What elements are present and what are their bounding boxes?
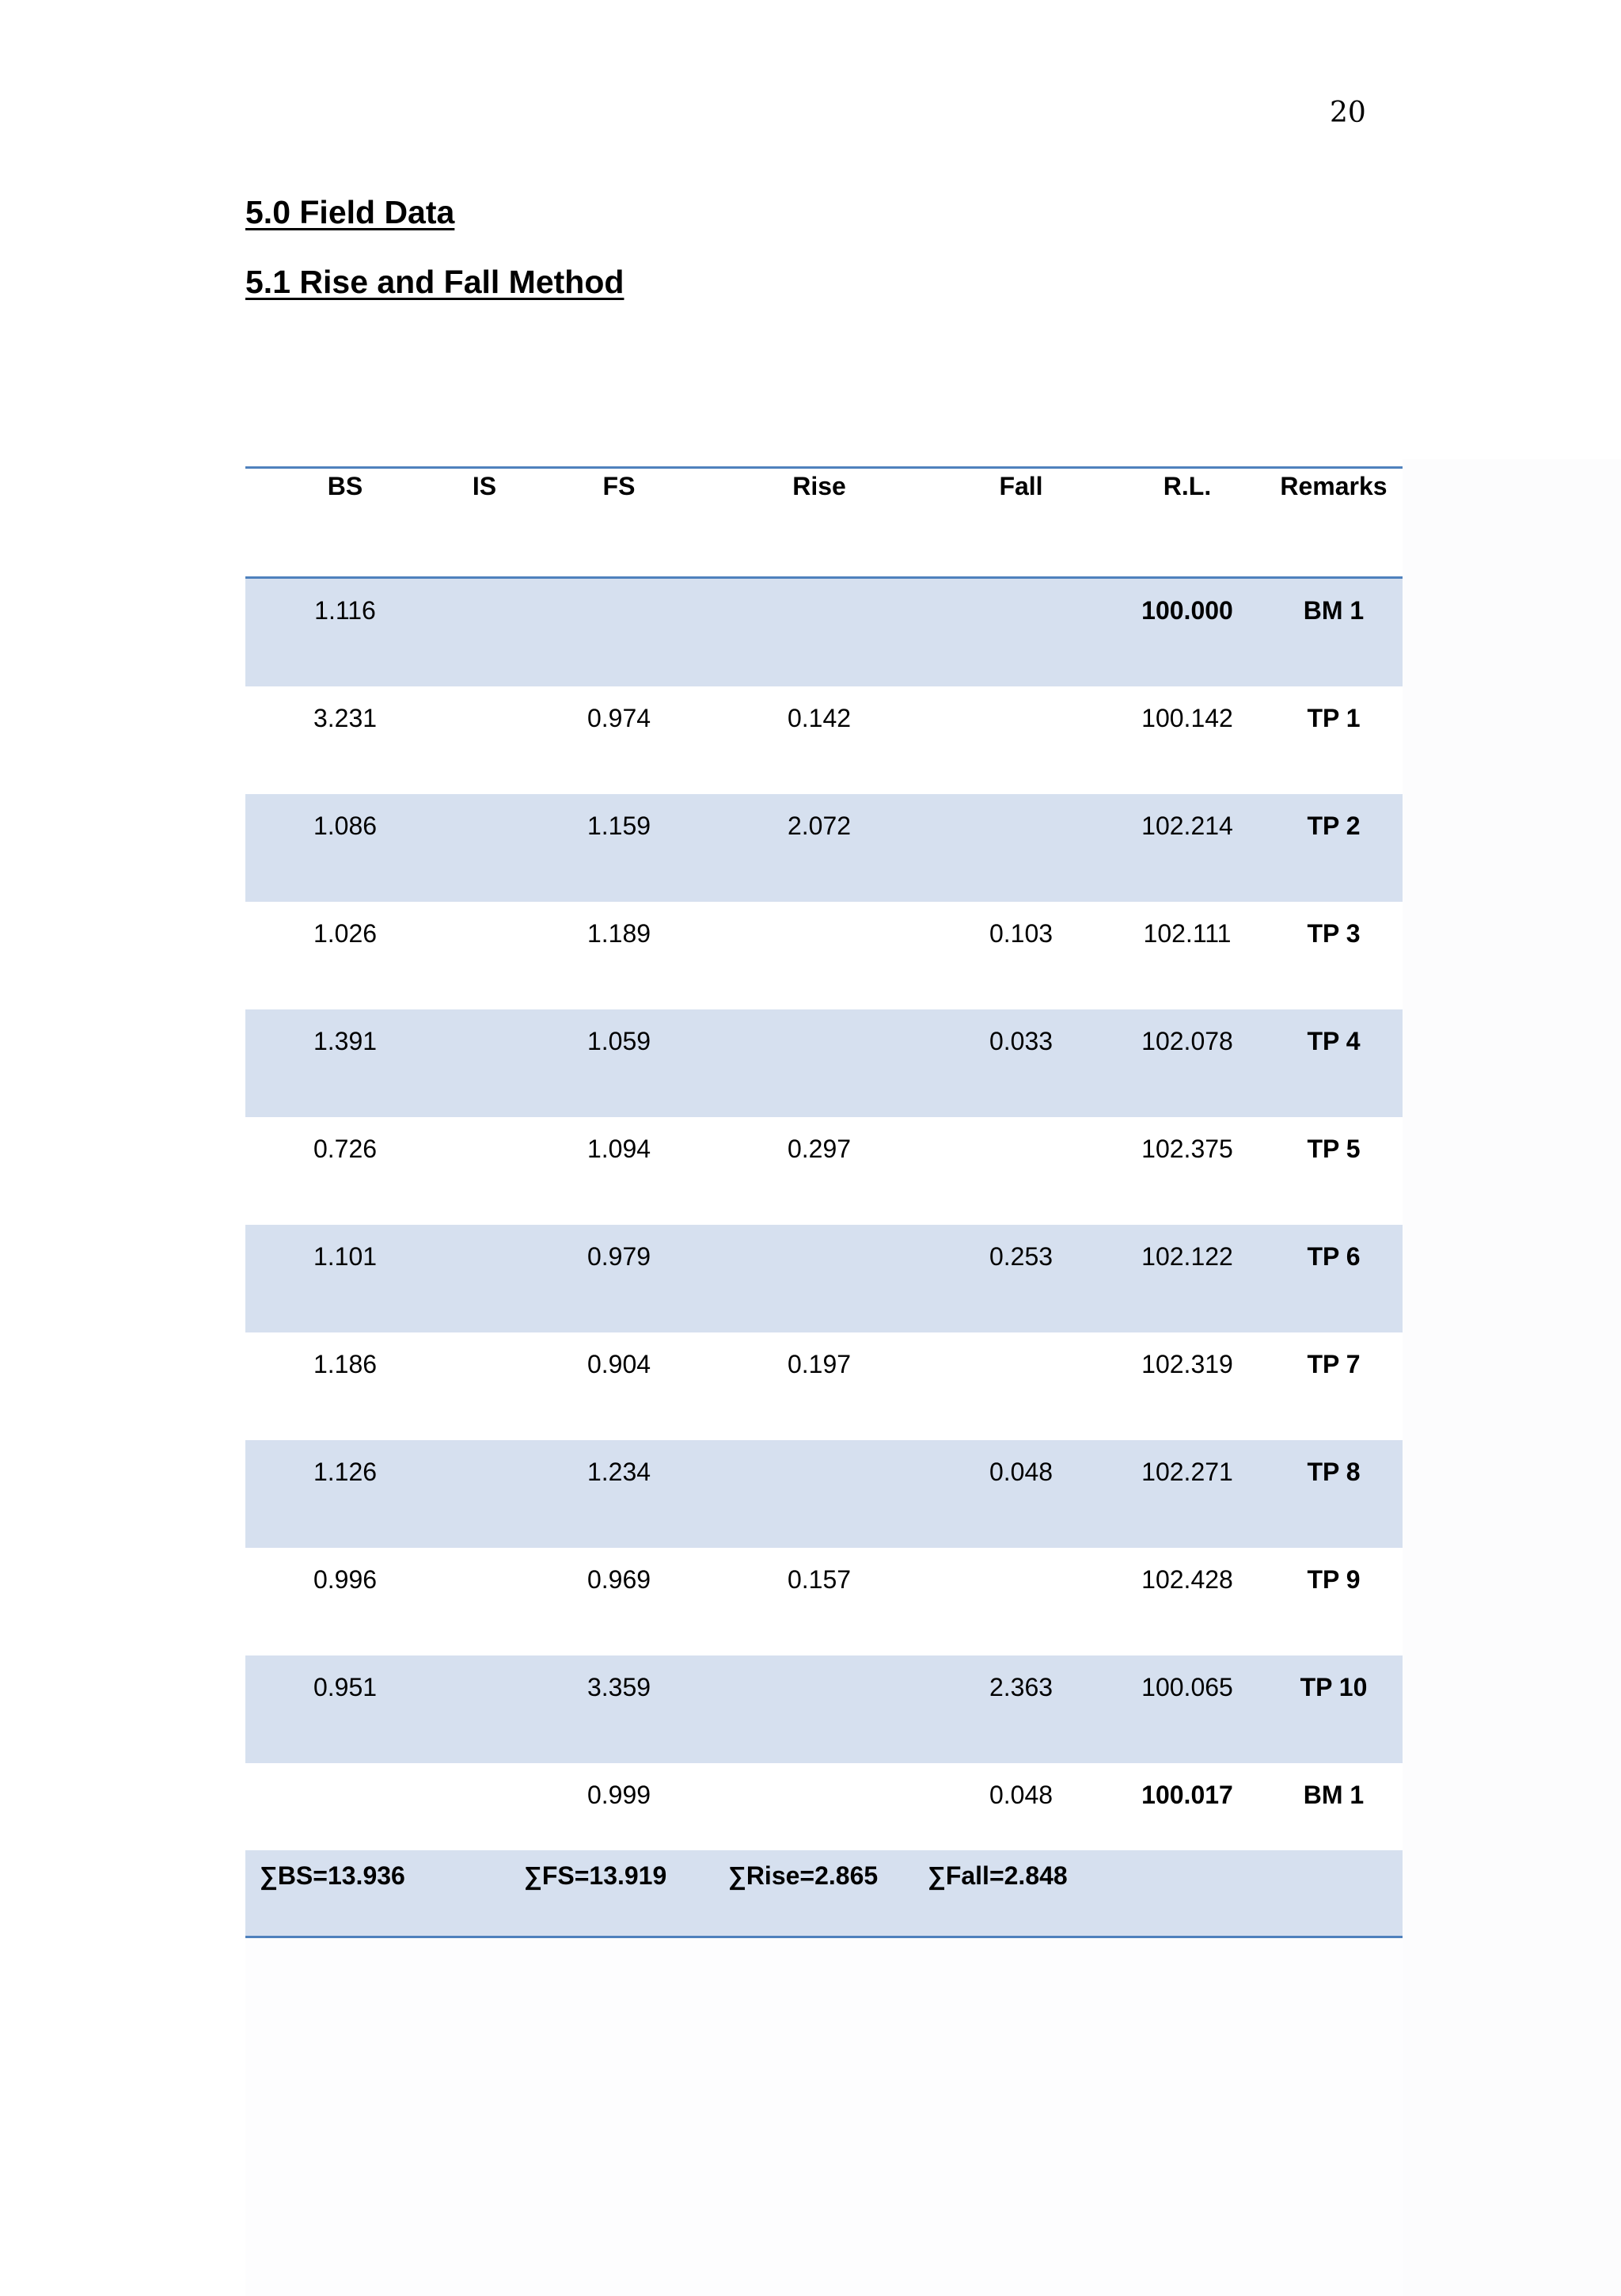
cell-rise: 2.072 [787,812,852,840]
cell-fs: 0.904 [587,1350,651,1378]
table-totals-row [245,1850,1403,1936]
cell-remarks: TP 9 [1307,1565,1361,1594]
cell-bs: 1.116 [314,596,376,625]
cell-fall: 0.048 [989,1781,1053,1809]
cell-rl: 102.078 [1141,1027,1233,1055]
cell-remarks: TP 10 [1300,1673,1368,1701]
cell-remarks: TP 7 [1307,1350,1361,1378]
cell-bs: 3.231 [313,704,378,732]
column-header-remarks: Remarks [1280,472,1388,500]
cell-remarks: TP 1 [1307,704,1361,732]
table-row [245,794,1403,902]
total-fs: ∑FS=13.919 [524,1861,667,1890]
cell-bs: 1.086 [313,812,378,840]
cell-bs: 1.126 [313,1458,378,1486]
cell-bs: 0.951 [313,1673,378,1701]
column-header-bs: BS [327,472,363,500]
cell-fall: 0.103 [989,919,1053,948]
table-row [245,1117,1403,1225]
cell-fs: 1.159 [587,812,651,840]
cell-fs: 0.979 [587,1242,651,1271]
total-bs: ∑BS=13.936 [260,1861,405,1890]
table-row [245,1009,1403,1117]
cell-rise: 0.142 [787,704,852,732]
cell-fall: 0.253 [989,1242,1053,1271]
cell-remarks: BM 1 [1303,596,1365,625]
cell-remarks: TP 4 [1307,1027,1361,1055]
table-row [245,686,1403,794]
cell-rl: 102.214 [1141,812,1233,840]
cell-rl: 100.142 [1141,704,1233,732]
column-header-fs: FS [602,472,636,500]
table-row [245,1763,1403,1850]
page-edge-shade [1403,459,1621,2296]
cell-fall: 2.363 [989,1673,1053,1701]
cell-rl: 102.428 [1141,1565,1233,1594]
cell-fs: 1.234 [587,1458,651,1486]
table-row [245,902,1403,1009]
table-row [245,1225,1403,1332]
cell-remarks: TP 8 [1307,1458,1361,1486]
table-row [245,1655,1403,1763]
cell-bs: 1.026 [313,919,378,948]
total-fall: ∑Fall=2.848 [928,1861,1068,1890]
subsection-heading: 5.1 Rise and Fall Method [245,264,624,300]
column-header-fall: Fall [999,472,1043,500]
cell-rl: 100.000 [1141,596,1233,625]
cell-bs: 0.726 [313,1135,378,1163]
cell-fall: 0.033 [989,1027,1053,1055]
levelling-table [245,466,1403,1938]
table-row [245,1440,1403,1548]
column-header-rise: Rise [792,472,846,500]
cell-bs: 1.391 [313,1027,378,1055]
cell-fs: 0.974 [587,704,651,732]
cell-fs: 1.059 [587,1027,651,1055]
cell-remarks: TP 5 [1307,1135,1361,1163]
page-number: 20 [1330,97,1366,129]
cell-rl: 100.065 [1141,1673,1233,1701]
column-header-rl: R.L. [1163,472,1212,500]
cell-fs: 1.094 [587,1135,651,1163]
table-header-row [245,469,1403,579]
section-heading: 5.0 Field Data [245,194,455,230]
cell-fs: 0.999 [587,1781,651,1809]
table-row [245,579,1403,686]
cell-rl: 100.017 [1141,1781,1233,1809]
cell-bs: 1.101 [313,1242,378,1271]
page-bottom-shade [245,1936,1403,2296]
cell-remarks: TP 2 [1307,812,1361,840]
cell-rise: 0.297 [787,1135,852,1163]
cell-remarks: TP 3 [1307,919,1361,948]
cell-rl: 102.319 [1141,1350,1233,1378]
table-body [245,579,1403,1850]
cell-rise: 0.157 [787,1565,852,1594]
cell-remarks: BM 1 [1303,1781,1365,1809]
table-row [245,1332,1403,1440]
cell-rl: 102.271 [1141,1458,1233,1486]
cell-bs: 0.996 [313,1565,378,1594]
table-row [245,1548,1403,1655]
cell-bs: 1.186 [313,1350,378,1378]
cell-fs: 3.359 [587,1673,651,1701]
total-rise: ∑Rise=2.865 [728,1861,879,1890]
cell-fs: 0.969 [587,1565,651,1594]
cell-rl: 102.375 [1141,1135,1233,1163]
cell-remarks: TP 6 [1307,1242,1361,1271]
cell-fs: 1.189 [587,919,651,948]
cell-rl: 102.111 [1143,919,1232,948]
cell-rl: 102.122 [1141,1242,1233,1271]
cell-rise: 0.197 [787,1350,852,1378]
cell-fall: 0.048 [989,1458,1053,1486]
column-header-is: IS [472,472,497,500]
